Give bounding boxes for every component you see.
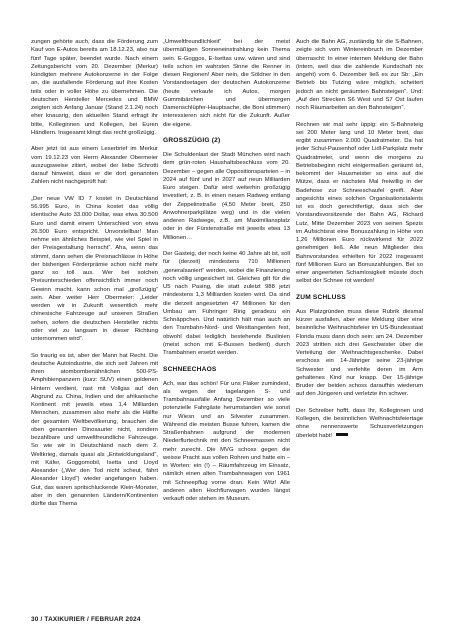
text-column-1 bbox=[31, 38, 158, 508]
end-of-article-mark bbox=[336, 433, 348, 436]
section-heading: SCHNEECHAOS bbox=[163, 365, 217, 373]
article-paragraph: zungen gehörte auch, dass die Förderung zum Kauf von E-Autos bereits am 18.12.23, also nur fünf Tage später, beendet wurde. Nach einem Zeitungsbericht vom 20. Dezember (Merkur) kündigten mehrere Autokonzerne in der Folge an, die ausfallende Förderung auf ihre Kosten teils oder in voller Höhe zu übernehmen. Die deutschen Hersteller Mercedes und BMW zeigten sich Anfang Januar (Stand 2.1.24) noch eher knausrig, den aktuellen Stand erfragt ihr bitte, Kolleginnen und Kollegen, bei Euren Händlern. Insgesamt klingt das recht großzügig. bbox=[31, 39, 158, 136]
section-heading: ZUM SCHLUSS bbox=[296, 293, 346, 301]
article-paragraph: So traurig es ist, aber der Mann hat Recht. Die deutsche Autoindustrie, die sich seit Jahren mit ihren atombombenähnlichen 500-PS-Amphibienpanzern (kurz: SUV) einen goldenen Hintern verdient, rast mit Vollgas auf den Abgrund zu. China, Indien und der afrikanische Kontinent mit jeweils etwa 1,4 Milliarden Menschen, zusammen also mehr als die Hälfte der gesamten Weltbevölkerung, brauchen die oben genannten Dinosaurier nicht, sondern bezahlbare und umweltfreundliche Fahrzeuge. So wie wir in Deutschland nach dem 2. Weltkrieg, damals quasi als „Entwicklungsland“, mit Käfer, Goggomobil, Isetta und Lloyd Alexander („Wer den Tod nicht scheut, fährt Alexander Lloyd“) wieder angefangen haben. Gut, das waren spritschluckende Klein-Monster, aber in den genannten Ländern/Kontinenten dürfte das Thema bbox=[31, 352, 158, 507]
closing-text: Der Schreiber hofft, dass Ihr, Kolleginnen und Kollegen, die besinnlichen Weihnachtsfeiertage ohne nennenswerte Schussverletzungen überlebt habt! bbox=[296, 407, 423, 439]
article-paragraph: Der Gasteig, der noch keine 40 Jahre alt ist, soll für (derzeit) mindestens 710 Millionen „generalsaniert“ werden, wobei die Finanzierung noch völlig ungesichert ist. Gleiches gilt für die U5 nach Pasing, die statt zuletzt 988 jetzt mindestens 1,3 Milliarden kosten wird. Da sind die derzeit angesetzten 47 Millionen für den Umbau am Führinger Ring geradezu ein Schnäppchen. Und natürlich hält man auch an den Trambahn-Nord- und Westtangenten fest, obwohl dabei lediglich bestehende Buslinien (meist schon mit E-Bussen bedient) durch Trambahnen ersetzt werden. bbox=[163, 251, 290, 356]
article-paragraph: Aus Platzgründen muss diese Rubrik diesmal kürzer ausfallen, aber eine Meldung über eine besinnliche Weihnachtsfeier im US-Bundesstaat Florida muss dann doch sein: am 24. Dezember 2023 stritten sich drei Geschwister über die Verteilung der Weihnachtsgeschenke. Dabei erschoss ein 14-Jähriger seine 23-jährige Schwester und verfehlte deren im Arm gehaltenes Kind nur knapp. Der 15-jährige Bruder der beiden schoss daraufhin wiederum auf den Jüngeren und verletzte ihn schwer. bbox=[296, 308, 423, 398]
text-column-3 bbox=[296, 38, 423, 440]
section-schneechaos bbox=[163, 366, 290, 504]
article-paragraph: Auch die Bahn AG, zuständig für die S-Bahnen, zeigte sich vom Wintereinbruch im Dezember überrascht: In einer internen Meldung der Bahn (intern, weil das die zahlende Kundschaft nix angeht) vom 6. Dezember ließ es zur Sb: „Ein Betrieb bis Tutzing wäre möglich, scheitert jedoch an nicht geräumten Bahnsteigen“. Und: „Auf den Strecken S6 West und S7 Ost laufen noch Räumarbeiten an den Bahnsteigen“. bbox=[296, 39, 423, 111]
article-paragraph: „Der neue VW ID 7 kostet in Deutschland 56.995 Euro, in China kostet das völlig identische Auto 33.000 Dollar, was etwa 30.500 Euro und damit einem Unterschied von etwa 26.500 Euro entspricht. Unvorstellbar! Man nehme ein ähnliches Beispiel, wie viel Spiel in der Preisgestaltung herrscht“. Aha, wenn das stimmt, dann sehen die Preisnachlässe in Höhe der bisherigen Förderprämie schon nicht mehr ganz so toll aus. Wer bei solchen Preisunterschieden offensichtlich immer noch Gewinn macht, kann schon mal „großzügig“ sein. Aber weiter Herr Obermeier: „Leider werden wir in Zukunft wesentlich mehr chinesische Fahrzeuge auf unseren Straßen sehen, sofern die deutschen Hersteller nichts oder viel zu langsam in dieser Richtung unternommen wird“. bbox=[31, 195, 158, 342]
article-paragraph: Aber jetzt ist aus einem Leserbrief im Merkur vom 19.12.23 von Herrn Alexander Obermeier auszugsweise zitiert, wobei der liebe Schrotti darauf hinweist, dass er die dort genannten Zahlen nicht nachgeprüft hat: bbox=[31, 146, 158, 186]
article-closing-paragraph bbox=[296, 407, 423, 440]
section-zum-schluss bbox=[296, 294, 423, 440]
section-heading: GROSSZÜGIG (2) bbox=[163, 137, 221, 144]
page-footer: 30 / TAXIKURIER / FEBRUAR 2024 bbox=[31, 616, 141, 623]
article-paragraph: Ach, war das schön! Für uns Flaker zumindest, als wegen der tagelangen S- und Trambahnausfälle Anfang Dezember so viele potenzielle Fahrgäste herumstanden wie sonst nur Wiesn und an Silvester zusammen. Während die meisten Busse fuhren, kamen die Straßenbahnen aufgrund der modernen Niederflurtechnik mit den Schneemassen nicht mehr zurecht. Die MVG schoss gegen die weisse Pracht aus vollen Rohren und hatte ein – in Worten: ein (!) – Räumfahrzeug im Einsatz, nämlich einen alten Trambahnwagen von 1961 mit Schneepflug vorne dran. Kein Witz! Alle anderen alten Hochflurwagen wurden längst verkauft oder stehen im Museum. bbox=[163, 380, 290, 502]
article-paragraph: „Umweltfreundlichkeit“ bei der meist übermäßigen Sonneneinstrahlung kein Thema sein. E-Goggos, E-Isettas usw. wären und sind teils schon im wahrsten Sinne die Renner in diesen Regionen! Aber nein, die Söldner in den Vorstandsetagen der deutschen Autokonzerne (heute verkaufe ich Autos, morgen Gummibärchen und übermorgen Damenschlüpfer-Hauptsache, die Boni stimmen) interessieren sich nicht für die Zukunft. Außer die eigene. bbox=[163, 39, 290, 128]
section-grosszuegig bbox=[163, 137, 290, 357]
article-paragraph: Die Schuldenlast der Stadt München wird nach dem grün-roten Haushaltsbeschluss vom 20. Dezember – gegen alle Oppositionsparteien – in 2024 auf fünf und in 2027 auf neun Milliarden Euro steigen. Dafür wird weiterhin großzügig investiert, z. B. in einen neuen Radweg entlang der Zeppelinstraße (4,50 Meter breit, 250 Anwohnerparkplätze weg) und in die vielen anderen Radwege, z.B. am Maximiliansplatz oder in der Fürstenstraße mit jeweils etwa 13 Millionen… bbox=[163, 152, 290, 241]
text-column-2 bbox=[163, 38, 290, 503]
article-paragraph: Rechnen wir mal sehr üppig: ein S-Bahnsteig sei 200 Meter lang und 10 Meter breit, das ergibt zusammen 2.000 Quadratmeter. Da hat jeder Schul-Pausenhof oder Lidl-Parkplatz mehr Quadratmeter, und wenn die morgens zu Betriebsbeginn nicht einigermaßen geräumt ist, bekommt der Hausmeister so eins auf die Mütze, dass er nächstes Mal freiwillig in der Badehose zur Schneeschaufel greift. Aber angesichts eines solchen Organisationstalents ist es doch gerechtfertigt, dass sich der Vorstandsvorsitzende der Bahn AG, Richard Lutz, Mitte Dezember 2023 von seinen Spezis im Aufsichtsrat eine Bonuszahlung in Höhe von 1,26 Millionen Euro rückwirkend für 2022 genehmigen ließ. Alle neun Mitglieder des Bahnvorstandes erhielten für 2022 insgesamt fünf Millionen Euro an Bonuszahlungen. Bei so einer angeerteten Schamlosigkeit müsste doch selbst der Schnee rot werden! bbox=[296, 121, 423, 285]
